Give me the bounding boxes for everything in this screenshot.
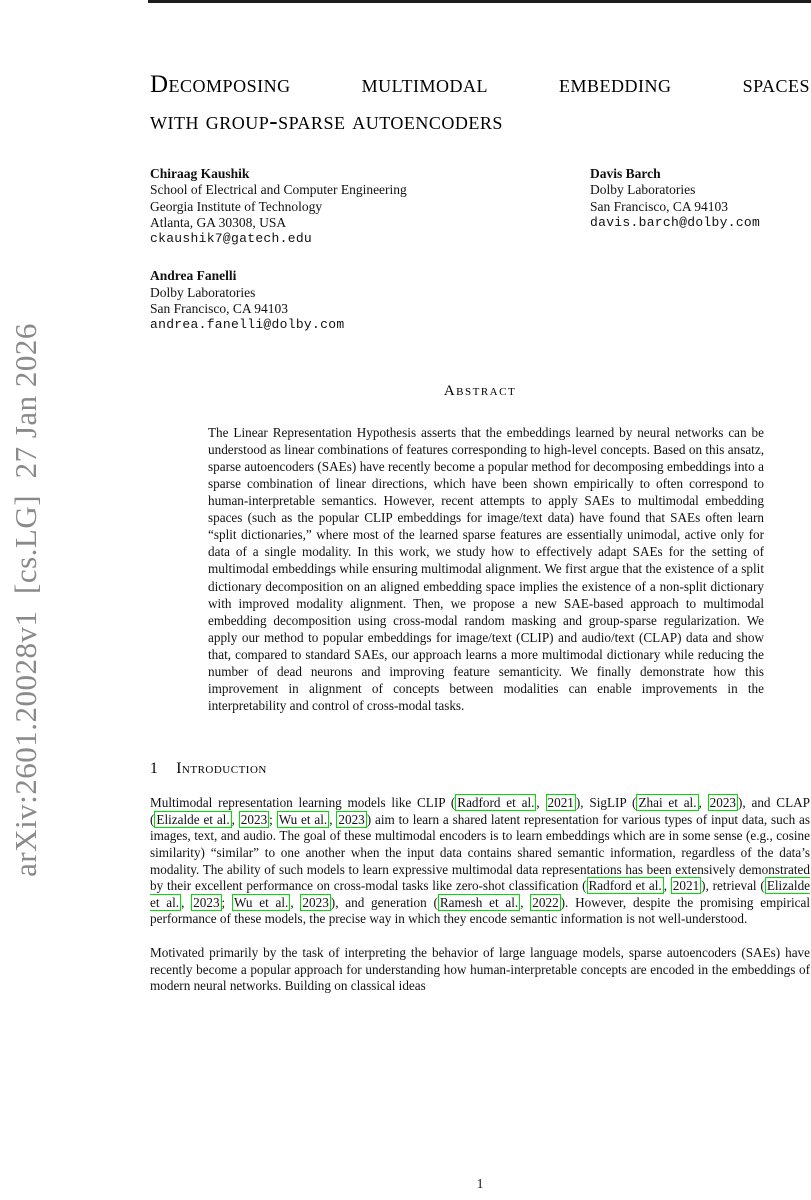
text-run: ), SigLIP ( (575, 795, 637, 811)
citation-link[interactable]: 2021 (547, 795, 574, 811)
text-run: , (520, 894, 531, 910)
author-affiliation-line: Dolby Laboratories (150, 284, 256, 300)
citation-link[interactable]: Radford et al. (588, 878, 662, 894)
author-email: ckaushik7@gatech.edu (150, 231, 313, 247)
text-run: ). However, despite the promising empirical performance of these models, the precise way in which they encode semantic information is not well-understood. (150, 894, 811, 927)
author-affiliation-line: Georgia Institute of Technology (150, 198, 323, 214)
text-run: ), and CLAP ( (150, 795, 811, 827)
author-block-2 (590, 166, 760, 247)
author-affiliation-line: School of Electrical and Computer Engineering (150, 182, 407, 198)
abstract-body: The Linear Representation Hypothesis asserts that the embeddings learned by neural networks can be understood as linear combinations of features corresponding to high-level concepts. Based on this ansatz, sparse autoencoders (SAEs) have recently become a popular method for decomposing embeddings into a sparse combination of linear directions, which have been shown empirically to often correspond to human-interpretable semantics. However, recent attempts to apply SAEs to multimodal embedding spaces (such as the popular CLIP embeddings for image/text data) have found that SAEs often learn “split dictionaries,” where most of the learned sparse features are essentially unimodal, active only for data of a single modality. In this work, we study how to effectively adapt SAEs for the setting of multimodal embeddings while ensuring multimodal alignment. We first argue that the existence of a split dictionary decomposition on an aligned embedding space implies the existence of a non-split dictionary with improved modality alignment. Then, we propose a new SAE-based approach to multimodal embedding decomposition using cross-modal random masking and group-sparse regularization. We apply our method to popular embeddings for image/text (CLIP) and audio/text (CLAP) data and show that, compared to standard SAEs, our approach learns a more multimodal dictionary while reducing the number of dead neurons and improving feature semanticity. We finally demonstrate how this improvement in alignment of concepts between modalities can enable improvements in the interpretability and control of cross-modal tasks. (208, 424, 764, 714)
citation-link[interactable]: Wu et al. (278, 811, 328, 827)
author-name: Davis Barch (590, 166, 661, 181)
author-email: davis.barch@dolby.com (590, 214, 761, 230)
citation-link[interactable]: 2023 (302, 894, 329, 910)
text-run: ), retrieval ( (701, 878, 765, 894)
citation-link[interactable]: 2021 (672, 878, 700, 894)
paper-content (150, 0, 810, 995)
citation-link[interactable]: 2022 (532, 894, 559, 910)
citation-link[interactable]: 2023 (338, 811, 365, 827)
text-run: ) aim to learn a shared latent representation for various types of input data, such as images, text, and audio. The goal of these multimodal encoders is to learn embeddings which are in some sense (e.g., cosine similarity) “similar” to one another when the input data contains shared semantic information, regardless of the data’s modality. The ability of such models to learn expressive multimodal data representations has been extensively demonstrated by their excellent performance on cross-modal tasks like zero-shot classification ( (150, 811, 811, 894)
text-run: , (231, 811, 239, 827)
citation-link[interactable]: Wu et al. (233, 894, 289, 910)
page-number: 1 (476, 1176, 484, 1191)
text-run: ), and generation ( (330, 894, 438, 910)
abstract-heading: Abstract (443, 382, 517, 399)
text-run: ; (269, 811, 277, 827)
author-block-3 (150, 268, 810, 333)
arxiv-stamp: arXiv:2601.20028v1 [cs.LG] 27 Jan 2026 (8, 323, 43, 877)
section-heading-introduction (150, 760, 810, 778)
author-name: Andrea Fanelli (150, 268, 237, 284)
citation-link[interactable]: Ramesh et al. (439, 894, 519, 910)
text-run: , (698, 795, 708, 811)
author-block-1 (150, 166, 590, 247)
text-run: , (181, 894, 192, 910)
author-affiliation-line: San Francisco, CA 94103 (150, 301, 288, 317)
citation-link[interactable]: Radford et al. (457, 795, 535, 811)
text-run: Multimodal representation learning models like CLIP ( (150, 795, 456, 811)
text-run: , (536, 795, 546, 811)
section-title: Introduction (176, 760, 267, 778)
authors-row (150, 166, 810, 247)
text-run: ; (221, 894, 232, 910)
citation-link[interactable]: 2023 (193, 894, 220, 910)
citation-link[interactable]: Elizalde et al. (150, 878, 811, 910)
citation-link[interactable]: 2023 (709, 795, 736, 811)
author-name: Chiraag Kaushik (150, 166, 250, 181)
citation-link[interactable]: 2023 (240, 811, 268, 827)
author-affiliation-line: Dolby Laboratories (590, 182, 696, 198)
text-run: , (290, 894, 301, 910)
text-run: , (663, 878, 671, 894)
intro-paragraph-2: Motivated primarily by the task of interpreting the behavior of large language models, sparse autoencoders (SAEs) have recently become a popular approach for understanding how human-interpretable concepts are encoded in the embeddings of modern neural networks. Building on classical ideas (150, 945, 810, 994)
citation-link[interactable]: Zhai et al. (638, 795, 697, 811)
paper-title-line-2: with group-sparse autoencoders (150, 108, 503, 135)
text-run: , (329, 811, 337, 827)
author-affiliation-line: San Francisco, CA 94103 (590, 198, 728, 214)
citation-link[interactable]: Elizalde et al. (156, 811, 230, 827)
paper-title (150, 66, 810, 140)
author-affiliation-line: Atlanta, GA 30308, USA (150, 214, 287, 230)
section-number: 1 (150, 760, 159, 778)
paper-title-line-1: Decomposing multimodal embedding spaces (150, 71, 810, 98)
author-email: andrea.fanelli@dolby.com (150, 317, 345, 333)
intro-paragraph-1 (150, 795, 810, 928)
